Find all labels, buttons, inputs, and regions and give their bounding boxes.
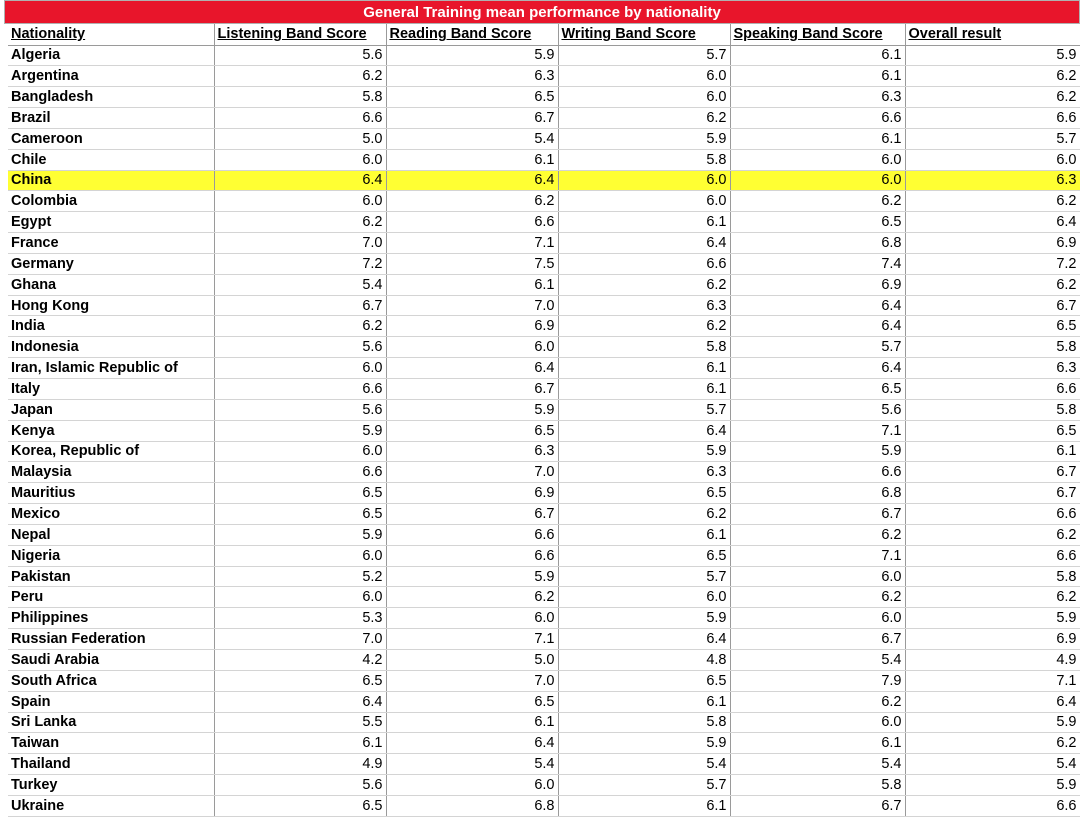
score-cell: 7.2 <box>214 253 386 274</box>
score-cell: 5.7 <box>905 128 1080 149</box>
score-cell: 4.8 <box>558 649 730 670</box>
performance-table <box>8 24 1080 817</box>
score-cell: 5.6 <box>214 337 386 358</box>
table-row <box>8 45 1080 66</box>
header-overall: Overall result <box>905 24 1080 45</box>
score-cell: 6.0 <box>558 66 730 87</box>
score-cell: 5.8 <box>730 775 905 796</box>
score-cell: 5.7 <box>558 399 730 420</box>
nationality-cell: Japan <box>8 399 214 420</box>
score-cell: 5.9 <box>905 775 1080 796</box>
score-cell: 6.0 <box>214 149 386 170</box>
score-cell: 6.5 <box>214 795 386 816</box>
score-cell: 6.3 <box>558 462 730 483</box>
table-row <box>8 670 1080 691</box>
score-cell: 5.7 <box>558 775 730 796</box>
score-cell: 6.2 <box>386 191 558 212</box>
score-cell: 6.5 <box>730 379 905 400</box>
table-row <box>8 128 1080 149</box>
score-cell: 6.6 <box>386 524 558 545</box>
table-row <box>8 587 1080 608</box>
score-cell: 5.6 <box>214 45 386 66</box>
table-row <box>8 462 1080 483</box>
table-row <box>8 295 1080 316</box>
nationality-cell: South Africa <box>8 670 214 691</box>
table-row <box>8 608 1080 629</box>
table-row <box>8 420 1080 441</box>
score-cell: 6.4 <box>386 170 558 191</box>
score-cell: 6.5 <box>386 691 558 712</box>
nationality-cell: Nigeria <box>8 545 214 566</box>
nationality-cell: Mexico <box>8 504 214 525</box>
table-row <box>8 795 1080 816</box>
score-cell: 6.0 <box>558 587 730 608</box>
table-row <box>8 545 1080 566</box>
score-cell: 5.9 <box>386 45 558 66</box>
score-cell: 6.4 <box>730 316 905 337</box>
score-cell: 6.9 <box>386 316 558 337</box>
score-cell: 6.8 <box>730 483 905 504</box>
score-cell: 6.2 <box>386 587 558 608</box>
score-cell: 6.4 <box>386 733 558 754</box>
score-cell: 6.5 <box>386 420 558 441</box>
table-row <box>8 66 1080 87</box>
score-cell: 6.1 <box>558 691 730 712</box>
score-cell: 5.4 <box>730 754 905 775</box>
table-row <box>8 754 1080 775</box>
header-writing: Writing Band Score <box>558 24 730 45</box>
score-cell: 7.1 <box>386 233 558 254</box>
score-cell: 5.2 <box>214 566 386 587</box>
score-cell: 6.6 <box>730 462 905 483</box>
table-row <box>8 253 1080 274</box>
table-body <box>8 45 1080 816</box>
score-cell: 5.4 <box>386 128 558 149</box>
score-cell: 5.9 <box>386 399 558 420</box>
score-cell: 6.5 <box>386 87 558 108</box>
score-cell: 6.4 <box>558 629 730 650</box>
score-cell: 6.7 <box>730 504 905 525</box>
score-cell: 7.0 <box>214 233 386 254</box>
score-cell: 5.9 <box>558 128 730 149</box>
table-row <box>8 483 1080 504</box>
nationality-cell: Brazil <box>8 108 214 129</box>
score-cell: 6.1 <box>730 733 905 754</box>
score-cell: 6.6 <box>214 108 386 129</box>
score-cell: 6.2 <box>905 524 1080 545</box>
score-cell: 5.9 <box>905 608 1080 629</box>
score-cell: 6.6 <box>386 545 558 566</box>
score-cell: 5.3 <box>214 608 386 629</box>
score-cell: 6.2 <box>905 87 1080 108</box>
table-title: General Training mean performance by nationality <box>4 0 1080 24</box>
score-cell: 6.6 <box>214 462 386 483</box>
score-cell: 6.3 <box>386 441 558 462</box>
score-cell: 5.9 <box>905 712 1080 733</box>
score-cell: 6.0 <box>558 191 730 212</box>
nationality-cell: Colombia <box>8 191 214 212</box>
score-cell: 6.2 <box>905 66 1080 87</box>
nationality-cell: Indonesia <box>8 337 214 358</box>
table-row <box>8 733 1080 754</box>
score-cell: 6.6 <box>730 108 905 129</box>
score-cell: 5.8 <box>558 337 730 358</box>
score-cell: 5.4 <box>558 754 730 775</box>
header-reading: Reading Band Score <box>386 24 558 45</box>
score-cell: 6.5 <box>214 670 386 691</box>
score-cell: 6.1 <box>386 274 558 295</box>
score-cell: 6.5 <box>905 420 1080 441</box>
nationality-cell: Mauritius <box>8 483 214 504</box>
score-cell: 6.5 <box>214 504 386 525</box>
score-cell: 5.9 <box>214 524 386 545</box>
score-cell: 4.9 <box>905 649 1080 670</box>
score-cell: 6.0 <box>558 87 730 108</box>
score-cell: 6.6 <box>905 795 1080 816</box>
score-cell: 6.6 <box>214 379 386 400</box>
score-cell: 6.1 <box>558 795 730 816</box>
score-cell: 6.1 <box>558 212 730 233</box>
score-cell: 6.5 <box>730 212 905 233</box>
score-cell: 5.6 <box>214 775 386 796</box>
score-cell: 6.7 <box>905 295 1080 316</box>
score-cell: 5.9 <box>558 441 730 462</box>
score-cell: 6.0 <box>905 149 1080 170</box>
table-row <box>8 566 1080 587</box>
nationality-cell: Taiwan <box>8 733 214 754</box>
table-row <box>8 316 1080 337</box>
score-cell: 5.9 <box>730 441 905 462</box>
nationality-cell: Italy <box>8 379 214 400</box>
nationality-cell: Chile <box>8 149 214 170</box>
nationality-cell: Bangladesh <box>8 87 214 108</box>
score-cell: 6.1 <box>214 733 386 754</box>
score-cell: 7.5 <box>386 253 558 274</box>
score-cell: 6.7 <box>214 295 386 316</box>
table-row <box>8 108 1080 129</box>
score-cell: 6.0 <box>386 608 558 629</box>
score-cell: 6.2 <box>730 587 905 608</box>
score-cell: 6.1 <box>730 128 905 149</box>
nationality-cell: Philippines <box>8 608 214 629</box>
score-cell: 6.3 <box>558 295 730 316</box>
score-cell: 5.0 <box>214 128 386 149</box>
score-cell: 5.7 <box>558 566 730 587</box>
nationality-cell: Sri Lanka <box>8 712 214 733</box>
score-cell: 7.0 <box>214 629 386 650</box>
nationality-cell: Spain <box>8 691 214 712</box>
table-row <box>8 191 1080 212</box>
score-cell: 7.1 <box>730 545 905 566</box>
score-cell: 6.7 <box>730 629 905 650</box>
score-cell: 4.2 <box>214 649 386 670</box>
nationality-cell: Iran, Islamic Republic of <box>8 358 214 379</box>
score-cell: 6.6 <box>905 545 1080 566</box>
nationality-cell: Thailand <box>8 754 214 775</box>
header-listening: Listening Band Score <box>214 24 386 45</box>
score-cell: 6.6 <box>558 253 730 274</box>
score-cell: 6.0 <box>730 566 905 587</box>
score-cell: 6.1 <box>386 712 558 733</box>
score-cell: 7.0 <box>386 670 558 691</box>
header-row <box>8 24 1080 45</box>
table-row <box>8 504 1080 525</box>
score-cell: 6.0 <box>214 545 386 566</box>
score-cell: 5.7 <box>730 337 905 358</box>
score-cell: 6.4 <box>558 420 730 441</box>
score-cell: 6.3 <box>905 358 1080 379</box>
table-row <box>8 399 1080 420</box>
nationality-cell: Hong Kong <box>8 295 214 316</box>
score-cell: 5.8 <box>558 149 730 170</box>
table-row <box>8 149 1080 170</box>
score-cell: 6.2 <box>905 587 1080 608</box>
score-cell: 4.9 <box>214 754 386 775</box>
score-cell: 5.9 <box>905 45 1080 66</box>
score-cell: 5.7 <box>558 45 730 66</box>
score-cell: 6.3 <box>905 170 1080 191</box>
score-cell: 6.9 <box>905 629 1080 650</box>
nationality-cell: France <box>8 233 214 254</box>
table-row <box>8 649 1080 670</box>
score-cell: 5.8 <box>558 712 730 733</box>
table-row <box>8 170 1080 191</box>
score-cell: 5.8 <box>905 399 1080 420</box>
score-cell: 6.8 <box>386 795 558 816</box>
score-cell: 6.4 <box>730 295 905 316</box>
score-cell: 7.0 <box>386 295 558 316</box>
nationality-cell: Algeria <box>8 45 214 66</box>
score-cell: 6.1 <box>558 358 730 379</box>
table-row <box>8 358 1080 379</box>
score-cell: 6.0 <box>558 170 730 191</box>
score-cell: 6.6 <box>905 379 1080 400</box>
nationality-cell: Argentina <box>8 66 214 87</box>
score-cell: 5.9 <box>386 566 558 587</box>
score-cell: 6.2 <box>905 274 1080 295</box>
spreadsheet <box>4 0 1080 817</box>
score-cell: 6.2 <box>558 316 730 337</box>
score-cell: 6.4 <box>730 358 905 379</box>
score-cell: 6.8 <box>730 233 905 254</box>
score-cell: 5.4 <box>730 649 905 670</box>
score-cell: 5.6 <box>214 399 386 420</box>
nationality-cell: Pakistan <box>8 566 214 587</box>
score-cell: 7.4 <box>730 253 905 274</box>
score-cell: 5.4 <box>214 274 386 295</box>
score-cell: 6.6 <box>905 504 1080 525</box>
score-cell: 6.9 <box>386 483 558 504</box>
score-cell: 5.8 <box>905 566 1080 587</box>
score-cell: 6.1 <box>558 379 730 400</box>
score-cell: 6.1 <box>905 441 1080 462</box>
score-cell: 7.1 <box>730 420 905 441</box>
table-row <box>8 524 1080 545</box>
score-cell: 6.2 <box>214 212 386 233</box>
score-cell: 6.0 <box>214 358 386 379</box>
score-cell: 6.4 <box>558 233 730 254</box>
score-cell: 5.6 <box>730 399 905 420</box>
score-cell: 6.2 <box>558 274 730 295</box>
score-cell: 6.1 <box>558 524 730 545</box>
score-cell: 6.9 <box>730 274 905 295</box>
score-cell: 6.2 <box>905 191 1080 212</box>
nationality-cell: Turkey <box>8 775 214 796</box>
score-cell: 6.5 <box>558 670 730 691</box>
score-cell: 6.1 <box>386 149 558 170</box>
nationality-cell: Korea, Republic of <box>8 441 214 462</box>
score-cell: 6.5 <box>905 316 1080 337</box>
header-nationality: Nationality <box>8 24 214 45</box>
score-cell: 6.7 <box>905 462 1080 483</box>
table-row <box>8 274 1080 295</box>
nationality-cell: Peru <box>8 587 214 608</box>
score-cell: 5.0 <box>386 649 558 670</box>
nationality-cell: Kenya <box>8 420 214 441</box>
score-cell: 5.4 <box>905 754 1080 775</box>
score-cell: 6.2 <box>558 108 730 129</box>
score-cell: 6.1 <box>730 66 905 87</box>
score-cell: 6.7 <box>386 379 558 400</box>
nationality-cell: Egypt <box>8 212 214 233</box>
score-cell: 6.4 <box>386 358 558 379</box>
table-row <box>8 441 1080 462</box>
nationality-cell: Ukraine <box>8 795 214 816</box>
score-cell: 6.4 <box>214 691 386 712</box>
score-cell: 6.0 <box>386 337 558 358</box>
score-cell: 6.7 <box>905 483 1080 504</box>
score-cell: 6.0 <box>386 775 558 796</box>
score-cell: 7.0 <box>386 462 558 483</box>
score-cell: 7.1 <box>905 670 1080 691</box>
score-cell: 6.1 <box>730 45 905 66</box>
score-cell: 6.2 <box>214 316 386 337</box>
table-row <box>8 337 1080 358</box>
nationality-cell: Malaysia <box>8 462 214 483</box>
score-cell: 5.8 <box>905 337 1080 358</box>
score-cell: 6.2 <box>214 66 386 87</box>
score-cell: 6.4 <box>905 691 1080 712</box>
nationality-cell: Cameroon <box>8 128 214 149</box>
score-cell: 6.6 <box>905 108 1080 129</box>
nationality-cell: Nepal <box>8 524 214 545</box>
score-cell: 6.6 <box>386 212 558 233</box>
score-cell: 6.3 <box>386 66 558 87</box>
score-cell: 6.0 <box>730 712 905 733</box>
nationality-cell: China <box>8 170 214 191</box>
score-cell: 6.2 <box>558 504 730 525</box>
nationality-cell: Ghana <box>8 274 214 295</box>
nationality-cell: India <box>8 316 214 337</box>
score-cell: 6.0 <box>730 149 905 170</box>
table-row <box>8 379 1080 400</box>
score-cell: 6.0 <box>214 587 386 608</box>
score-cell: 5.9 <box>558 733 730 754</box>
score-cell: 7.9 <box>730 670 905 691</box>
score-cell: 5.9 <box>558 608 730 629</box>
table-row <box>8 629 1080 650</box>
score-cell: 6.7 <box>730 795 905 816</box>
score-cell: 6.2 <box>730 691 905 712</box>
score-cell: 6.3 <box>730 87 905 108</box>
nationality-cell: Germany <box>8 253 214 274</box>
score-cell: 6.5 <box>558 545 730 566</box>
nationality-cell: Russian Federation <box>8 629 214 650</box>
score-cell: 7.1 <box>386 629 558 650</box>
score-cell: 6.2 <box>905 733 1080 754</box>
table-row <box>8 712 1080 733</box>
table-row <box>8 691 1080 712</box>
table-row <box>8 212 1080 233</box>
score-cell: 6.4 <box>905 212 1080 233</box>
table-row <box>8 233 1080 254</box>
score-cell: 6.9 <box>905 233 1080 254</box>
nationality-cell: Saudi Arabia <box>8 649 214 670</box>
table-row <box>8 87 1080 108</box>
score-cell: 6.0 <box>730 608 905 629</box>
score-cell: 6.7 <box>386 108 558 129</box>
score-cell: 6.5 <box>558 483 730 504</box>
score-cell: 6.7 <box>386 504 558 525</box>
score-cell: 6.2 <box>730 524 905 545</box>
score-cell: 6.5 <box>214 483 386 504</box>
score-cell: 6.0 <box>214 191 386 212</box>
score-cell: 5.5 <box>214 712 386 733</box>
score-cell: 7.2 <box>905 253 1080 274</box>
score-cell: 6.0 <box>214 441 386 462</box>
score-cell: 6.4 <box>214 170 386 191</box>
score-cell: 5.8 <box>214 87 386 108</box>
header-speaking: Speaking Band Score <box>730 24 905 45</box>
score-cell: 5.9 <box>214 420 386 441</box>
score-cell: 5.4 <box>386 754 558 775</box>
score-cell: 6.2 <box>730 191 905 212</box>
score-cell: 6.0 <box>730 170 905 191</box>
table-row <box>8 775 1080 796</box>
